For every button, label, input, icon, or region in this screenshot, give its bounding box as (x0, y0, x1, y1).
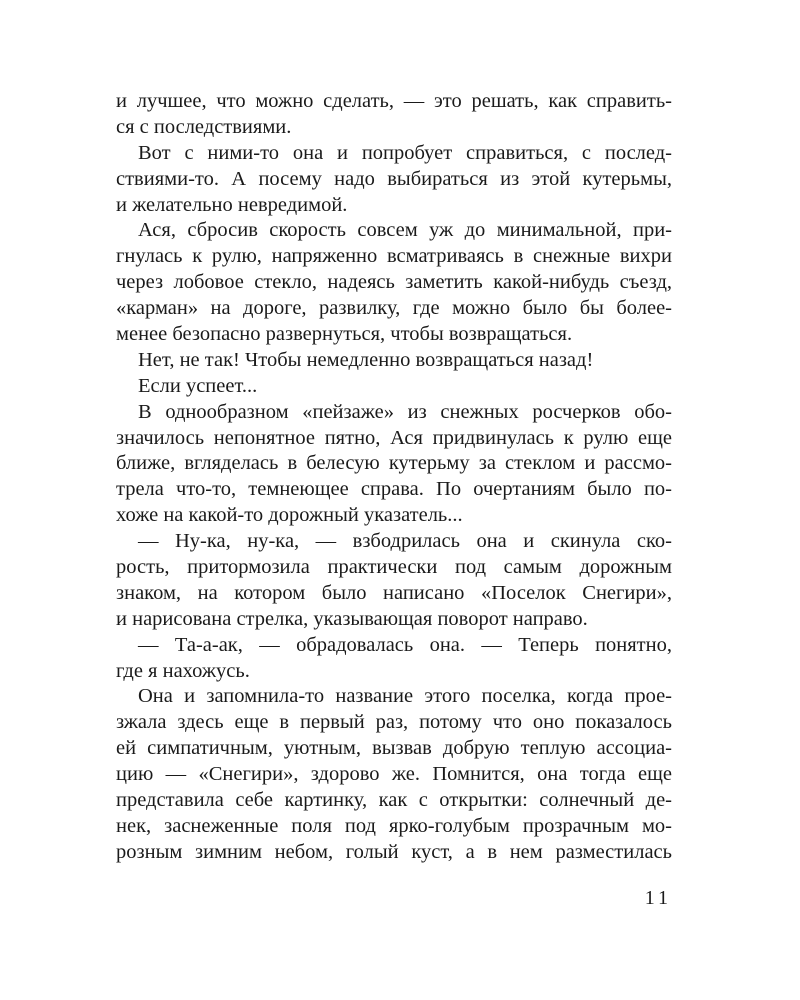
text-line: Она и запомнила-то название этого поселка, когда прое- (138, 685, 672, 708)
text-line: ближе, вгляделась в белесую кутерьму за стеклом и рассмо- (116, 452, 672, 475)
text-line: менее безопасно развернуться, чтобы возвращаться. (116, 323, 573, 346)
text-line: зжала здесь еще в первый раз, потому что оно показалось (116, 711, 672, 734)
text-line: гнулась к рулю, напряженно всматриваясь в снежные вихри (116, 245, 672, 268)
text-line: ся с последствиями. (116, 115, 292, 138)
text-line: Ася, сбросив скорость совсем уж до минимальной, при- (138, 219, 672, 242)
text-line: розным зимним небом, голый куст, а в нем разместилась (116, 840, 672, 863)
text-line: Если успеет... (138, 374, 258, 397)
text-line: где я нахожусь. (116, 659, 250, 682)
page-number: 11 (644, 887, 672, 909)
text-line: В однообразном «пейзаже» из снежных росчерков обо- (138, 400, 672, 423)
text-line: рость, притормозила практически под самым дорожным (116, 556, 672, 579)
text-line: Нет, не так! Чтобы немедленно возвращаться назад! (138, 348, 594, 371)
text-line: «карман» на дороге, развилку, где можно было бы более- (116, 297, 672, 320)
text-line: через лобовое стекло, надеясь заметить какой-нибудь съезд, (116, 271, 672, 294)
text-line: нек, заснеженные поля под ярко-голубым прозрачным мо- (116, 814, 672, 837)
text-line: и лучшее, что можно сделать, — это решать, как справить- (116, 90, 672, 112)
text-line: цию — «Снегири», здорово же. Помнится, она тогда еще (116, 763, 672, 786)
text-line: знаком, на котором было написано «Поселок Снегири», (116, 581, 672, 604)
text-line: — Ну-ка, ну-ка, — взбодрилась она и скинула ско- (138, 530, 672, 553)
text-line: хоже на какой-то дорожный указатель... (116, 504, 463, 527)
text-line: Вот с ними-то она и попробует справиться, с послед- (138, 141, 672, 164)
text-line: значилось непонятное пятно, Ася придвинулась к рулю еще (116, 426, 672, 449)
text-line: представила себе картинку, как с открытки: солнечный де- (116, 789, 672, 812)
page-body-text (116, 89, 672, 866)
text-line: и нарисована стрелка, указывающая поворот направо. (116, 607, 588, 630)
text-line: — Та-а-ак, — обрадовалась она. — Теперь понятно, (138, 633, 672, 656)
text-line: ей симпатичным, уютным, вызвав добрую теплую ассоциа- (116, 737, 672, 760)
text-line: и желательно невредимой. (116, 193, 348, 216)
text-line: трела что-то, темнеющее справа. По очертаниям было по- (116, 478, 672, 501)
text-line: ствиями-то. А посему надо выбираться из этой кутерьмы, (116, 167, 672, 190)
